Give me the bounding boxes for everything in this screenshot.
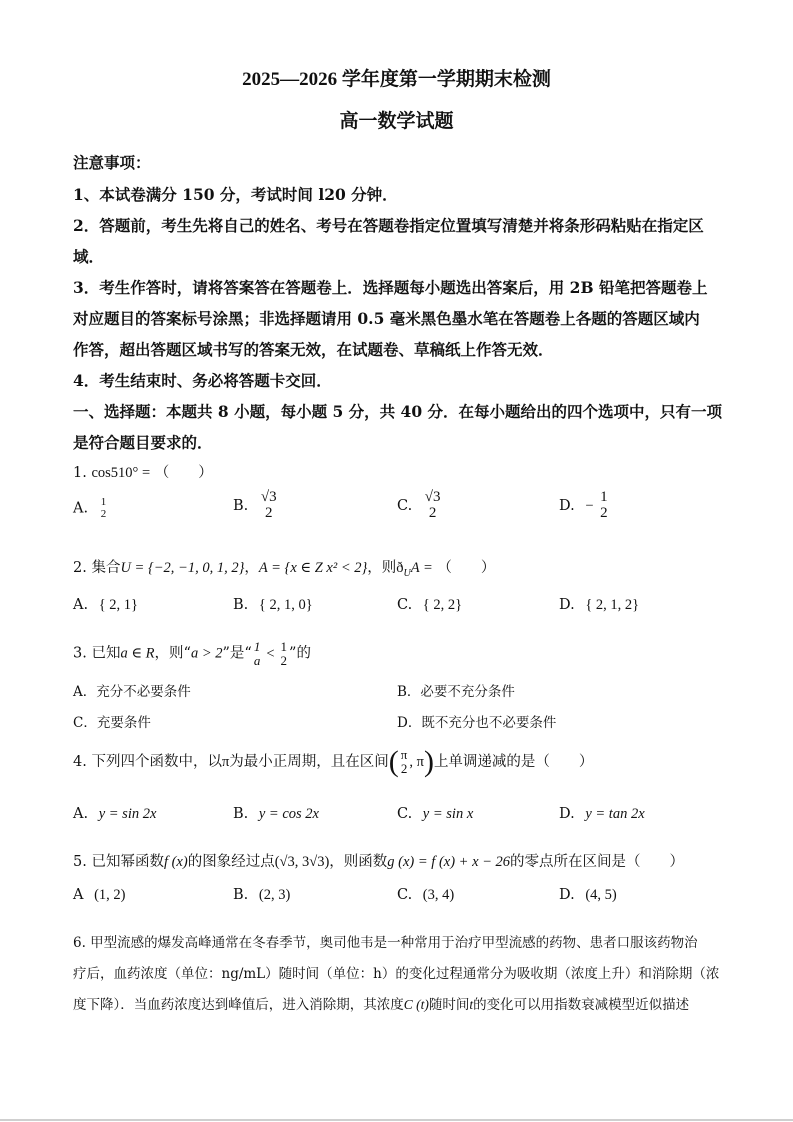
notes-item-2a: 2．答题前，考生先将自己的姓名、考号在答题卷指定位置填写清楚并将条形码粘贴在指定区 [73, 216, 704, 235]
question-2-stem [73, 556, 495, 579]
question-6-line2: 疗后，血药浓度（单位：ng/mL）随时间（单位：h）的变化过程通常分为吸收期（浓度上升）和消除期（浓 [73, 966, 720, 982]
question-number: 3. [73, 645, 87, 662]
question-number: 4. [73, 754, 87, 770]
option-label: C. [397, 806, 413, 822]
option-value: (3, 4) [422, 887, 455, 903]
notes-item-4: 4．考生结束时、务必将答题卡交回． [73, 371, 332, 390]
option-value: { 2, 1, 0} [258, 597, 313, 613]
q2-option-b[interactable] [233, 597, 313, 614]
question-3-stem [73, 640, 311, 667]
option-label: A. [73, 806, 89, 822]
option-label: D. [559, 806, 575, 822]
option-label: B. [233, 806, 249, 822]
q1-option-b[interactable] [233, 490, 279, 522]
option-fraction [99, 497, 109, 520]
q3-option-b[interactable]: B．必要不充分条件 [397, 684, 515, 700]
complement-subscript: U [403, 567, 411, 579]
option-value: { 2, 2} [422, 597, 463, 613]
question-text: 上单调递减的是（ ） [433, 754, 594, 770]
q2-option-a[interactable] [73, 597, 138, 614]
q2-option-d[interactable] [559, 597, 639, 614]
option-minus-sign: − [585, 497, 594, 514]
complement-set: A = [410, 560, 433, 576]
answer-blank: （ ） [437, 560, 496, 576]
question-text: ，则函数 [329, 854, 388, 870]
q1-option-d[interactable] [559, 490, 610, 522]
fraction-denominator: 2 [280, 652, 288, 668]
question-text: ”的 [289, 645, 311, 662]
question-expression: cos510° = [91, 465, 151, 481]
option-label: C. [397, 887, 413, 903]
set-u: U = {−2, −1, 0, 1, 2} [120, 560, 245, 576]
point-coordinates: (√3, 3√3) [274, 854, 330, 870]
question-text: 随时间 [428, 997, 470, 1013]
question-6-line3 [73, 993, 689, 1013]
option-value: y = cos 2x [258, 806, 319, 822]
q1-option-a[interactable] [73, 497, 108, 520]
option-value: y = sin 2x [98, 806, 157, 822]
question-text: 下列四个函数中，以 [91, 754, 222, 770]
option-value: (1, 2) [94, 887, 126, 903]
fraction-numerator: 1 [100, 496, 107, 508]
q5-option-b[interactable] [233, 887, 290, 904]
notes-item-3c: 作答，超出答题区域书写的答案无效，在试题卷、草稿纸上作答无效． [73, 340, 554, 359]
question-5-stem [73, 850, 684, 871]
close-paren: ) [423, 745, 434, 778]
option-label: C. [397, 597, 413, 613]
question-text: ”是“ [222, 645, 252, 662]
q4-option-d[interactable] [559, 806, 645, 823]
fraction-1-over-2 [279, 640, 290, 667]
answer-blank: （ ） [154, 465, 213, 481]
function-g: g (x) = f (x) + x − 26 [387, 854, 511, 870]
fraction-denominator: a [253, 652, 261, 668]
section-heading-line2: 是符合题目要求的． [73, 433, 213, 452]
fraction-numerator: 1 [600, 489, 608, 505]
fraction-1-over-a [252, 640, 263, 667]
option-label: C. [397, 497, 413, 514]
option-fraction [598, 490, 610, 522]
q3-option-a[interactable]: A．充分不必要条件 [73, 684, 191, 700]
question-text: 的变化可以用指数衰减模型近似描述 [473, 997, 690, 1013]
set-a: A = {x ∈ Z x² < 2} [258, 560, 368, 576]
notes-item-1: 1、本试卷满分 150 分，考试时间 l20 分钟． [73, 185, 398, 204]
question-text: 已知 [91, 645, 121, 662]
option-value: y = sin x [422, 806, 474, 822]
question-text: 度下降）．当血药浓度达到峰值后，进入消除期，其浓度 [73, 997, 404, 1013]
q5-option-c[interactable] [397, 887, 454, 904]
q5-option-d[interactable] [559, 887, 617, 904]
question-number: 2. [73, 560, 87, 576]
question-text: 为最小正周期，且在区间 [229, 754, 389, 770]
open-paren: ( [388, 745, 399, 778]
question-6-line1: 6. 甲型流感的爆发高峰通常在冬春季节，奥司他韦是一种常用于治疗甲型流感的药物、患者口服该药物治 [73, 935, 698, 951]
q1-option-c[interactable] [397, 490, 443, 522]
exam-title: 2025—2026 学年度第一学期期末检测 [242, 69, 551, 90]
notes-item-2b: 域． [73, 247, 105, 266]
notes-item-3b: 对应题目的答案标号涂黑；非选择题请用 0.5 毫米黑色墨水笔在答题卷上各题的答题区域内 [73, 309, 700, 328]
option-label: D. [559, 597, 575, 613]
option-fraction [259, 490, 279, 522]
q2-option-c[interactable] [397, 597, 462, 614]
option-label: B. [233, 597, 249, 613]
option-label: A. [73, 597, 89, 613]
option-label: D. [559, 497, 575, 514]
fraction-denominator: 2 [400, 761, 408, 776]
notes-heading: 注意事项： [73, 153, 151, 172]
q4-option-c[interactable] [397, 806, 473, 823]
question-text: 的零点所在区间是（ ） [510, 854, 685, 870]
condition: a ∈ R [120, 645, 155, 662]
option-label: D. [559, 887, 575, 903]
option-value: (2, 3) [258, 887, 291, 903]
concentration-function: C (t) [403, 997, 429, 1012]
interval-end: , π [409, 754, 424, 770]
fraction-denominator: 2 [264, 504, 273, 521]
q5-option-a[interactable] [73, 887, 126, 904]
fraction-denominator: 2 [100, 507, 107, 520]
option-label: B. [233, 887, 249, 903]
fraction-numerator: 1 [280, 639, 288, 654]
q4-option-a[interactable] [73, 806, 156, 823]
notes-item-3a: 3．考生作答时，请将答案答在答题卷上．选择题每小题选出答案后，用 2B 铅笔把答题卷上 [73, 278, 708, 297]
section-heading-line1: 一、选择题：本题共 8 小题，每小题 5 分，共 40 分．在每小题给出的四个选项中，只有一项 [73, 402, 723, 421]
fraction-numerator: π [400, 747, 408, 763]
fraction-numerator: √3 [260, 489, 277, 505]
option-value: { 2, 1} [98, 597, 138, 613]
question-text: ，则 [367, 560, 397, 576]
option-label: A [73, 887, 84, 903]
page-bottom-divider [0, 1119, 793, 1121]
q3-option-c[interactable]: C．充要条件 [73, 715, 151, 731]
question-text: 已知幂函数 [91, 854, 164, 870]
question-number: 5. [73, 854, 87, 870]
fraction-numerator: √3 [424, 489, 441, 505]
exam-subtitle: 高一数学试题 [339, 111, 454, 132]
option-value: { 2, 1, 2} [585, 597, 640, 613]
question-4-stem [73, 745, 593, 779]
fraction-denominator: 2 [428, 504, 437, 521]
complement-symbol: ð [396, 560, 404, 576]
pi-symbol: π [221, 754, 230, 770]
fraction-numerator: 1 [253, 639, 261, 654]
question-text: 的图象经过点 [187, 854, 275, 870]
function-f: f (x) [163, 854, 188, 870]
option-fraction [423, 490, 443, 522]
question-number: 1. [73, 465, 87, 481]
fraction-denominator: 2 [600, 504, 608, 521]
option-value: (4, 5) [585, 887, 617, 903]
less-than: < [266, 645, 275, 662]
option-label: A. [73, 500, 89, 517]
question-1-stem [73, 461, 213, 482]
option-value: y = tan 2x [585, 806, 645, 822]
time-variable: t [469, 997, 474, 1012]
interval-fraction [399, 748, 410, 775]
question-text: 集合 [91, 560, 121, 576]
q4-option-b[interactable] [233, 806, 319, 823]
q3-option-d[interactable]: D．既不充分也不必要条件 [397, 715, 557, 731]
question-text: ， [244, 560, 259, 576]
question-text: ，则“ [154, 645, 191, 662]
option-label: B. [233, 497, 249, 514]
proposition-p: a > 2 [190, 645, 223, 662]
